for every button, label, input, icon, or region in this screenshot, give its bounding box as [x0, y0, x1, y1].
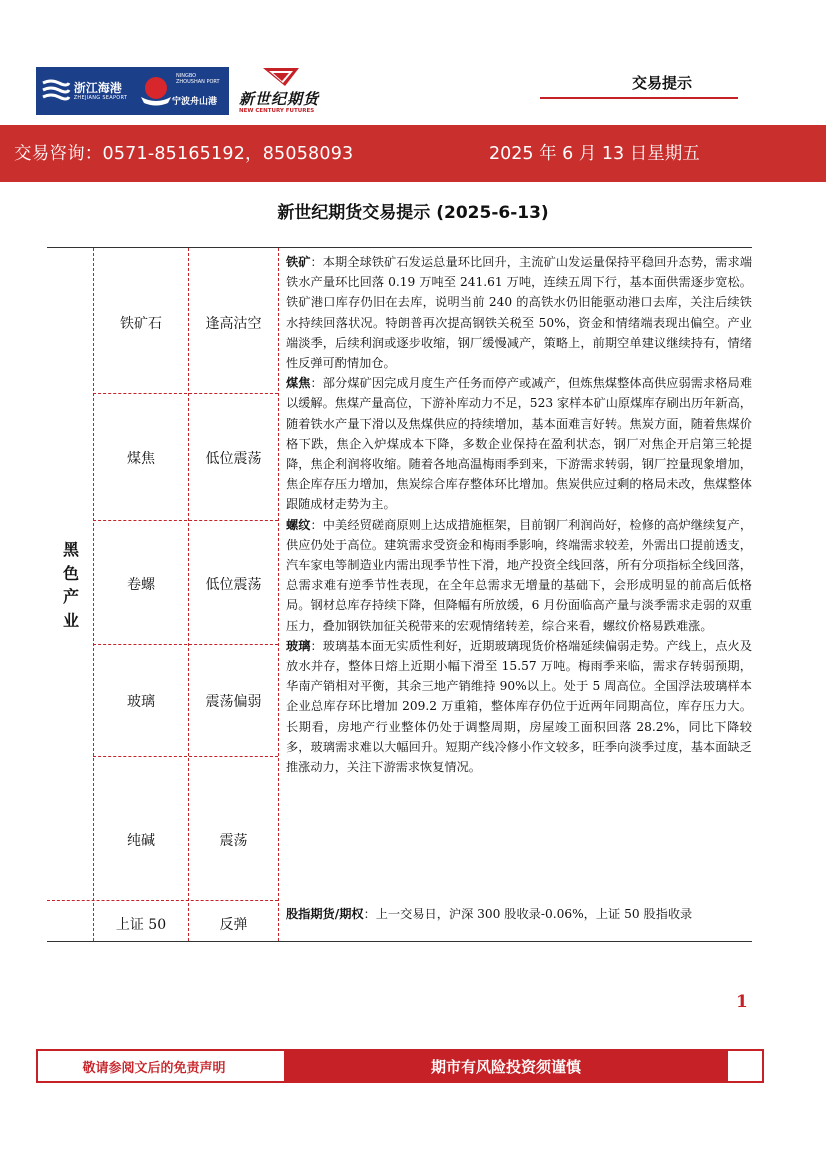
analysis-paragraph	[286, 373, 752, 514]
analysis-text: ：本期全球铁矿石发运总量环比回升，主流矿山发运量保持平稳回升态势，需求端铁水产量环比回落 0.19 万吨至 241.61 万吨，连续五周下行，基本面供需逐步宽松。铁矿港口库存仍旧在去库，说明当前 240 的高铁水仍旧能驱动港口去库，关注后续铁水持续回落状况。特朗普再次提高钢铁关税至 50%，资金和情绪端表现出偏空。产业端淡季，后续利润或逐步收缩，钢厂缓慢减产，策略上，前期空单建议继续持有，情绪性反弹可酌情加仓。	[286, 255, 753, 371]
section-title: 交易提示	[632, 74, 693, 92]
view-cell: 震荡偏弱	[205, 694, 262, 710]
product-cell: 纯碱	[127, 833, 155, 849]
contact-info: 交易咨询：0571-85165192，85058093	[14, 144, 354, 164]
table-row-divider	[47, 900, 278, 901]
table-row-divider	[93, 393, 278, 394]
analysis-paragraph	[286, 636, 752, 777]
analysis-paragraph	[286, 515, 752, 636]
logo-nb-en: NINGBO ZHOUSHAN PORT	[176, 73, 220, 85]
table-row-divider	[93, 520, 278, 521]
analysis-column	[286, 252, 752, 777]
ningbo-port-logo	[132, 67, 229, 115]
table-row-divider	[93, 756, 278, 757]
logo-ncf-en: NEW CENTURY FUTURES	[239, 108, 315, 114]
product-cell: 上证 50	[115, 917, 167, 933]
disclaimer-link[interactable]: 敬请参阅文后的免责声明	[82, 1060, 226, 1076]
analysis-text: ：玻璃基本面无实质性利好，近期玻璃现货价格端延续偏弱走势。产线上，点火及放水并存，整体日熔上近期小幅下滑至 15.57 万吨。梅雨季来临，需求存转弱预期，华南产销相对平衡，其余三地产销维持 90%以上。处于 5 周高位。全国浮法玻璃样本企业总库存环比增加 209.2 万重箱，整体库存仍位于近两年同期高位，库存压力大。长期看，房地产行业整体仍处于调整周期，房屋竣工面积回落 28.2%，同比下降较多，玻璃需求难以大幅回升。短期产线冷修小作文较多，旺季向淡季过度，基本面缺乏推涨动力，关注下游需求恢复情况。	[286, 638, 753, 775]
analysis-label: 铁矿	[286, 255, 311, 269]
logo-zj-en: ZHEJIANG SEAPORT	[73, 94, 128, 101]
section-title-underline	[540, 97, 738, 99]
logo-ncf-cn: 新世纪期货	[239, 90, 320, 108]
logo-zj-cn: 浙江海港	[73, 80, 122, 95]
analysis-label: 玻璃	[286, 638, 311, 653]
report-date: 2025 年 6 月 13 日星期五	[489, 144, 700, 164]
view-cell: 低位震荡	[205, 577, 262, 593]
product-cell: 玻璃	[127, 694, 155, 710]
risk-warning: 期市有风险投资须谨慎	[284, 1051, 728, 1081]
page-number: 1	[736, 992, 748, 1012]
table-col-divider	[278, 248, 279, 941]
table-bottom-border	[47, 941, 752, 942]
footer-bar	[36, 1049, 764, 1083]
analysis-paragraph	[286, 904, 752, 924]
document-title: 新世纪期货交易提示 (2025-6-13)	[277, 203, 549, 223]
view-cell: 反弹	[219, 917, 248, 933]
analysis-text: ：中美经贸磋商原则上达成措施框架，目前钢厂利润尚好，检修的高炉继续复产，供应仍处于高位。建筑需求受资金和梅雨季影响，终端需求较差，外需出口提前透支，汽车家电等制造业内需出现季节性下滑，地产投资全线回落，所有分项指标全线回落，总需求难有逆季节性表现，在全年总需求无增量的基础下，会形成明显的前高后低格局。钢材总库存持续下降，但降幅有所放缓，6 月份面临高产量与淡季需求走弱的双重压力，叠加钢铁加征关税带来的宏观情绪转差，综合来看，螺纹价格易跌难涨。	[286, 517, 753, 633]
sector-label: 黑色产业	[62, 540, 79, 630]
sun-ship-icon	[138, 73, 174, 109]
wave-icon	[41, 77, 71, 105]
analysis-label: 股指期货/期权	[286, 907, 364, 921]
table-top-border	[47, 247, 752, 248]
analysis-column-last	[286, 904, 752, 924]
new-century-futures-logo	[237, 66, 333, 120]
view-cell: 逢高沽空	[205, 316, 262, 332]
ncf-emblem-icon	[261, 66, 301, 88]
table-row-divider	[93, 644, 278, 645]
product-cell: 铁矿石	[120, 316, 162, 332]
analysis-label: 煤焦	[286, 376, 311, 391]
contact-banner	[0, 125, 826, 182]
company-logos	[36, 67, 229, 115]
product-cell: 卷螺	[127, 577, 155, 593]
logo-nb-cn: 宁波舟山港	[172, 97, 218, 107]
product-cell: 煤焦	[127, 451, 155, 467]
analysis-label: 螺纹	[286, 517, 311, 532]
zhejiang-seaport-logo	[36, 67, 132, 115]
analysis-text: ：部分煤矿因完成月度生产任务而停产或减产，但炼焦煤整体高供应弱需求格局难以缓解。焦煤产量高位，下游补库动力不足，523 家样本矿山原煤库存刷出历年新高，随着铁水产量下滑以及焦煤供应的持续增加，基本面难言好转。焦炭方面，随着焦煤价格下跌，焦企入炉煤成本下降，多数企业保持在盈利状态，钢厂对焦企开启第三轮提降，焦企利润将收缩。随着各地高温梅雨季到来，下游需求转弱，钢厂控量现象增加，焦企库存压力增加，焦炭综合库存整体环比增加。焦炭供应过剩的格局未改，焦煤整体跟随成材走势为主。	[286, 376, 753, 512]
view-cell: 震荡	[219, 833, 248, 849]
analysis-paragraph	[286, 252, 752, 373]
analysis-text: ：上一交易日，沪深 300 股收录-0.06%，上证 50 股指收录	[363, 907, 693, 921]
view-cell: 低位震荡	[205, 451, 262, 467]
